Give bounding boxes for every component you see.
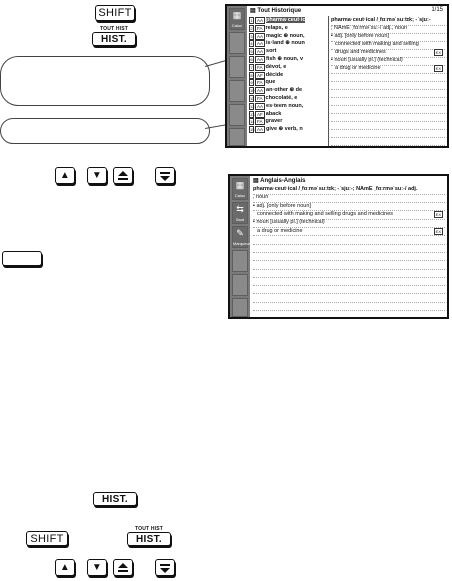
screen-history [225,4,449,148]
history-list-item[interactable] [249,103,327,110]
history-word: an·other ⊕ de [266,87,303,94]
page-up-key[interactable] [113,167,133,184]
history-list-item[interactable] [249,118,327,125]
entry-line: , noun [253,194,269,201]
history-word: is·land ⊕ noun [266,40,305,47]
arrow-up-key-bottom[interactable]: ▲ [55,559,75,576]
history-word: que [265,79,276,86]
example-button[interactable]: EX [435,228,441,234]
history-word: sort [266,48,277,55]
history-word: chocolaté, e [265,95,298,101]
history-word: es·teem noun, [266,102,304,109]
screen1-entry [331,17,445,145]
callout-bubble-small [0,118,210,144]
example-button[interactable]: EX [435,66,441,71]
history-word: give ⊕ verb, n [266,126,303,133]
arrow-down-key-bottom[interactable]: ▼ [87,559,107,576]
history-word: pharma·ceut·ic [266,17,306,23]
dictionary-tag: AA [257,127,264,133]
dictionary-tag: AA [257,18,264,23]
entry-line: drugs and medicines EX [335,49,441,55]
history-word: graver [265,118,283,125]
hist-key[interactable]: HIST. [92,32,136,46]
history-list-item[interactable] [249,72,327,79]
entry-line: ▪ adj. [only before noun] [253,202,311,209]
screen1-sidebar [227,6,247,146]
history-list-item[interactable] [249,95,327,102]
dictionary-tag: FA [257,96,263,101]
history-list-item[interactable] [249,40,327,47]
double-up-icon [117,170,129,182]
calculator-icon: ▦ [235,180,245,190]
entry-line: pharma·ceut·ical /ˌfɑːməˈsuːtɪk; -ˈsjuː- [331,17,431,23]
dictionary-tag: AA [257,33,264,39]
jump-icon: ⇆ [236,204,244,214]
entry-line: ▪ noun [usually pl.] (technical) [331,57,403,63]
history-list-item[interactable] [249,64,327,71]
item-number: 8 [250,72,253,78]
history-word: relaps, e [265,24,288,31]
history-word: fish ⊕ noun, v [266,56,304,62]
dictionary-tag: AF [257,111,263,117]
history-list-item[interactable] [249,48,327,55]
history-list-item[interactable] [249,33,327,40]
item-number: 3 [250,33,253,39]
dictionary-tag: AA [257,88,264,94]
shift-key-bottom[interactable]: SHIFT [26,531,68,546]
example-button[interactable]: EX [435,211,441,217]
item-number: 11 [250,96,255,101]
item-number: 5 [250,49,253,55]
item-number: 13 [250,111,255,117]
history-word: aback [265,110,282,117]
page-down-key[interactable] [155,167,175,184]
side-label-jump: Saut [235,217,245,222]
history-list-item[interactable] [249,87,327,94]
screen-dictionary [228,174,449,319]
callout-bubble-large [0,56,210,106]
dictionary-tag: FA [257,25,263,31]
entry-line: ▪ noun [usually pl.] (technical) [253,219,325,226]
hist-key-bottom-2[interactable]: HIST. [127,532,171,546]
item-number: 7 [250,64,253,70]
dictionary-tag: FA [257,80,263,86]
dictionary-tag: AF [257,72,263,78]
side-label-marker: Marqueur [233,241,251,246]
double-down-icon [159,170,171,182]
calc-label: Caluc [231,23,243,28]
screen2-sidebar [230,176,250,317]
calculator-icon: ▦ [232,10,242,20]
marker-icon: ✎ [236,228,244,238]
history-list-item[interactable] [249,56,327,63]
history-word: dévot, e [265,63,287,70]
item-number: 1 [250,18,253,23]
dictionary-tag: AA [257,41,264,47]
dictionary-tag: AA [257,103,264,109]
dictionary-tag: FA [257,119,263,125]
item-number: 12 [250,103,255,109]
entry-line: pharma·ceut·ical /ˌfɑːməˈsuːtɪk; -ˈsjuː-; NAmE ˌfɑːrməˈsuː-/ adj. [253,186,418,192]
dictionary-tag: AA [257,57,264,62]
page-down-key-bottom[interactable] [155,559,175,576]
blank-key[interactable] [2,251,42,266]
screen1-page: 1/15 [431,7,443,13]
item-number: 9 [250,80,253,86]
screen2-title: ▤ Anglais-Anglais [253,178,306,184]
double-down-icon [159,562,171,574]
screen1-title: ▤ Tout Historique [250,8,302,14]
history-list-item[interactable] [249,17,327,24]
history-icon: ▤ [250,8,256,14]
dictionary-icon: ▤ [253,178,259,184]
double-up-icon [117,562,129,574]
example-button[interactable]: EX [435,50,441,55]
dictionary-tag: FA [257,64,263,70]
arrow-up-key[interactable]: ▲ [55,167,75,184]
item-number: 2 [250,25,253,31]
screen2-entry [253,186,445,318]
dictionary-tag: AA [257,49,264,55]
item-number: 14 [250,119,255,125]
history-list-item[interactable] [249,25,327,32]
page-up-key-bottom[interactable] [113,559,133,576]
history-word: magic ⊕ noun, [266,32,305,39]
history-list-item[interactable] [249,126,327,133]
side-label-calc: Caluc [234,193,246,198]
tout-hist-label-bottom: TOUT HIST [134,526,164,532]
item-number: 10 [250,88,255,94]
entry-line: connected with making and selling [335,41,419,47]
entry-line: a drug or medicine EX [335,65,441,71]
tout-hist-label: TOUT HIST [99,26,129,32]
entry-line: ▪ adj. [only before noun] [331,33,389,39]
item-number: 4 [250,41,253,47]
history-list [249,17,327,137]
item-number: 6 [250,57,253,62]
item-number: 15 [250,127,255,133]
history-list-item[interactable] [249,79,327,86]
entry-line: ; NAmE ˌfɑːrməˈsuː-/ adj., noun [331,25,408,31]
entry-line: connected with making and selling drugs and medicines EX [257,210,441,217]
arrow-down-key[interactable]: ▼ [87,167,107,184]
history-list-item[interactable] [249,111,327,118]
shift-key[interactable]: SHIFT [95,5,135,21]
hist-key-bottom[interactable]: HIST. [93,492,137,506]
history-word: décide [265,71,284,78]
entry-line: a drug or medicine EX [257,227,441,234]
